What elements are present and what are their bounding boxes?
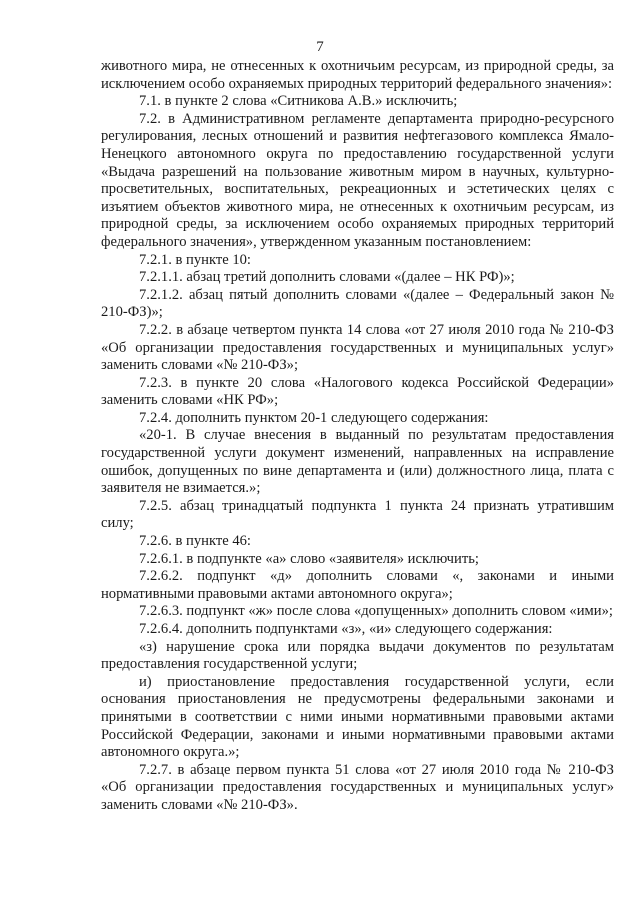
- paragraph-intro-continuation: животного мира, не отнесенных к охотничьим ресурсам, из природной среды, за исключением особо охраняемых природных территорий федерального значения»:: [101, 58, 614, 92]
- paragraph-7-2-6-3: 7.2.6.3. подпункт «ж» после слова «допущенных» дополнить словом «ими»;: [139, 603, 613, 620]
- paragraph-7-2-3: 7.2.3. в пункте 20 слова «Налогового кодекса Российской Федерации» заменить словами «НК РФ»;: [101, 374, 614, 409]
- paragraph-subpoint-z: «з) нарушение срока или порядка выдачи документов по результатам предоставления государственной услуги;: [101, 638, 614, 673]
- page-number: 7: [316, 39, 324, 55]
- paragraph-7-2-1: 7.2.1. в пункте 10:: [139, 251, 251, 268]
- paragraph-subpoint-i: и) приостановление предоставления государственной услуги, если основания приостановления не предусмотрены федеральными законами и принятыми в соответствии с ними иными нормативными правовыми актами Российской Федерации, законами и иными нормативными правовыми актами автономного округа.»;: [101, 673, 614, 761]
- paragraph-7-1: 7.1. в пункте 2 слова «Ситникова А.В.» исключить;: [139, 93, 458, 110]
- paragraph-7-2-6-4: 7.2.6.4. дополнить подпунктами «з», «и» следующего содержания:: [139, 621, 553, 637]
- paragraph-7-2-6-2: 7.2.6.2. подпункт «д» дополнить словами «, законами и иными нормативными правовыми актами автономного округа»;: [101, 568, 614, 602]
- paragraph-7-2-6: 7.2.6. в пункте 46:: [139, 533, 251, 550]
- paragraph-20-1-quote: «20-1. В случае внесения в выданный по результатам предоставления государственной услуги документ изменений, направленных на исправление ошибок, допущенных по вине департамента и (или) должностного лица, плата с заявителя не взимается.»;: [101, 427, 614, 497]
- paragraph-7-2-2: 7.2.2. в абзаце четвертом пункта 14 слова «от 27 июля 2010 года № 210-ФЗ «Об организации предоставления государственных и муниципальных услуг» заменить словами «№ 210-ФЗ»;: [101, 321, 614, 374]
- paragraph-7-2: 7.2. в Административном регламенте департамента природно-ресурсного регулирования, лесных отношений и развития нефтегазового комплекса Ямало-Ненецкого автономного округа по предоставлению государственной услуги «Выдача разрешений на пользование животным миром в научных, культурно-просветительных, воспитательных, рекреационных и эстетических целях с изъятием объектов животного мира, не отнесенных к охотничьим ресурсам, из природной среды, за исключением особо охраняемых природных территорий федерального значения», утвержденном указанным постановлением:: [101, 110, 614, 250]
- paragraph-7-2-1-2: 7.2.1.2. абзац пятый дополнить словами «(далее – Федеральный закон № 210-ФЗ)»;: [101, 286, 614, 321]
- paragraph-7-2-7: 7.2.7. в абзаце первом пункта 51 слова «от 27 июля 2010 года № 210-ФЗ «Об организации предоставления государственных и муниципальных услуг» заменить словами «№ 210-ФЗ».: [101, 761, 614, 813]
- paragraph-7-2-6-1: 7.2.6.1. в подпункте «а» слово «заявителя» исключить;: [139, 550, 479, 567]
- paragraph-7-2-5: 7.2.5. абзац тринадцатый подпункта 1 пункта 24 признать утратившим силу;: [101, 497, 614, 532]
- paragraph-7-2-4: 7.2.4. дополнить пунктом 20-1 следующего содержания:: [139, 409, 489, 426]
- document-body: [101, 58, 614, 815]
- paragraph-7-2-1-1: 7.2.1.1. абзац третий дополнить словами «(далее – НК РФ)»;: [139, 269, 515, 286]
